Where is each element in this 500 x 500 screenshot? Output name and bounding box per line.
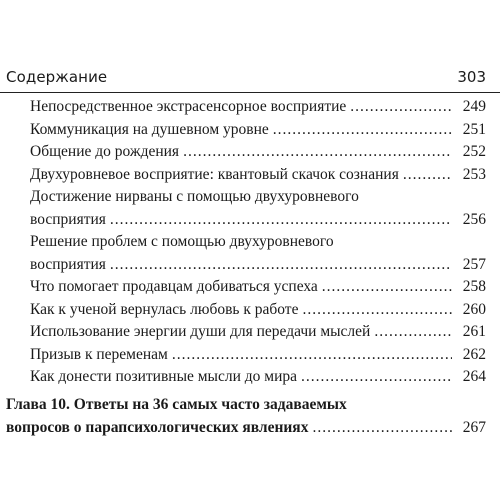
running-header [0,60,500,88]
table-of-contents [0,96,500,389]
toc-leader-dots [350,96,452,119]
toc-leader-dots [110,209,452,232]
chapter-title-line1: Глава 10. Ответы на 36 самых часто задаваемых [6,396,347,413]
toc-entry-line [30,366,486,389]
header-rule [0,92,500,93]
toc-entry-line [30,141,486,164]
toc-entry[interactable] [0,164,500,187]
running-header-page-number: 303 [457,68,486,86]
toc-leader-dots [273,119,452,142]
toc-entry[interactable] [0,186,500,231]
toc-entry-title-line2: восприятия [30,255,106,273]
toc-entry-line [30,254,486,277]
toc-entry-page: 257 [462,255,486,273]
toc-entry[interactable] [0,119,500,142]
chapter-page: 267 [462,418,486,436]
toc-entry-line [30,276,486,299]
toc-leader-dots [110,254,452,277]
toc-entry-line [30,321,486,344]
toc-leader-dots [312,417,452,440]
toc-entry-page: 264 [462,368,486,385]
toc-entry-title: Двухуровневое восприятие: квантовый скачок сознания [30,165,399,183]
toc-entry-title-line1: Решение проблем с помощью двухуровневого [30,233,334,250]
toc-entry[interactable] [0,321,500,344]
toc-entry-line [30,299,486,322]
toc-entry-line [6,417,486,440]
toc-entry[interactable] [0,344,500,367]
toc-entry-page: 253 [462,165,486,183]
chapter-title-line2: вопросов о парапсихологических явлениях [6,418,309,436]
toc-leader-dots [403,164,452,187]
toc-leader-dots [183,141,452,164]
toc-leader-dots [322,276,452,299]
toc-entry-page: 260 [462,300,486,318]
toc-entry-page: 258 [462,278,486,295]
toc-entry-title: Использование энергии души для передачи мыслей [30,323,371,340]
toc-entry[interactable] [0,141,500,164]
toc-entry-page: 251 [462,120,486,138]
toc-entry-title: Непосредственное экстрасенсорное восприятие [30,98,347,115]
running-header-title: Содержание [6,68,108,86]
toc-entry[interactable] [0,96,500,119]
toc-entry[interactable] [0,276,500,299]
toc-entry-page: 249 [462,98,486,115]
toc-chapter-heading [0,394,500,439]
toc-entry-title: Как к ученой вернулась любовь к работе [30,300,299,318]
toc-entry[interactable] [0,231,500,276]
toc-entry[interactable] [0,366,500,389]
toc-entry-page: 252 [462,143,486,160]
toc-entry-line [30,96,486,119]
toc-entry-title: Общение до рождения [30,143,180,160]
toc-entry-page: 262 [462,345,486,363]
toc-entry-page: 256 [462,210,486,228]
toc-leader-dots [301,366,452,389]
toc-entry-title: Коммуникация на душевном уровне [30,120,269,138]
toc-entry-line [30,344,486,367]
toc-entry-title: Что помогает продавцам добиваться успеха [30,278,318,295]
toc-entry[interactable] [0,299,500,322]
toc-entry-line [30,119,486,142]
toc-entry-title: Призыв к переменам [30,345,168,363]
toc-entry-line [30,164,486,187]
toc-entry-line [30,209,486,232]
toc-leader-dots [302,299,452,322]
toc-chapter-entry[interactable] [0,394,500,439]
toc-entry-page: 261 [462,323,486,340]
toc-leader-dots [172,344,452,367]
toc-leader-dots [374,321,452,344]
toc-entry-title: Как донести позитивные мысли до мира [30,368,298,385]
toc-entry-title-line2: восприятия [30,210,106,228]
toc-entry-title-line1: Достижение нирваны с помощью двухуровневого [30,188,359,205]
